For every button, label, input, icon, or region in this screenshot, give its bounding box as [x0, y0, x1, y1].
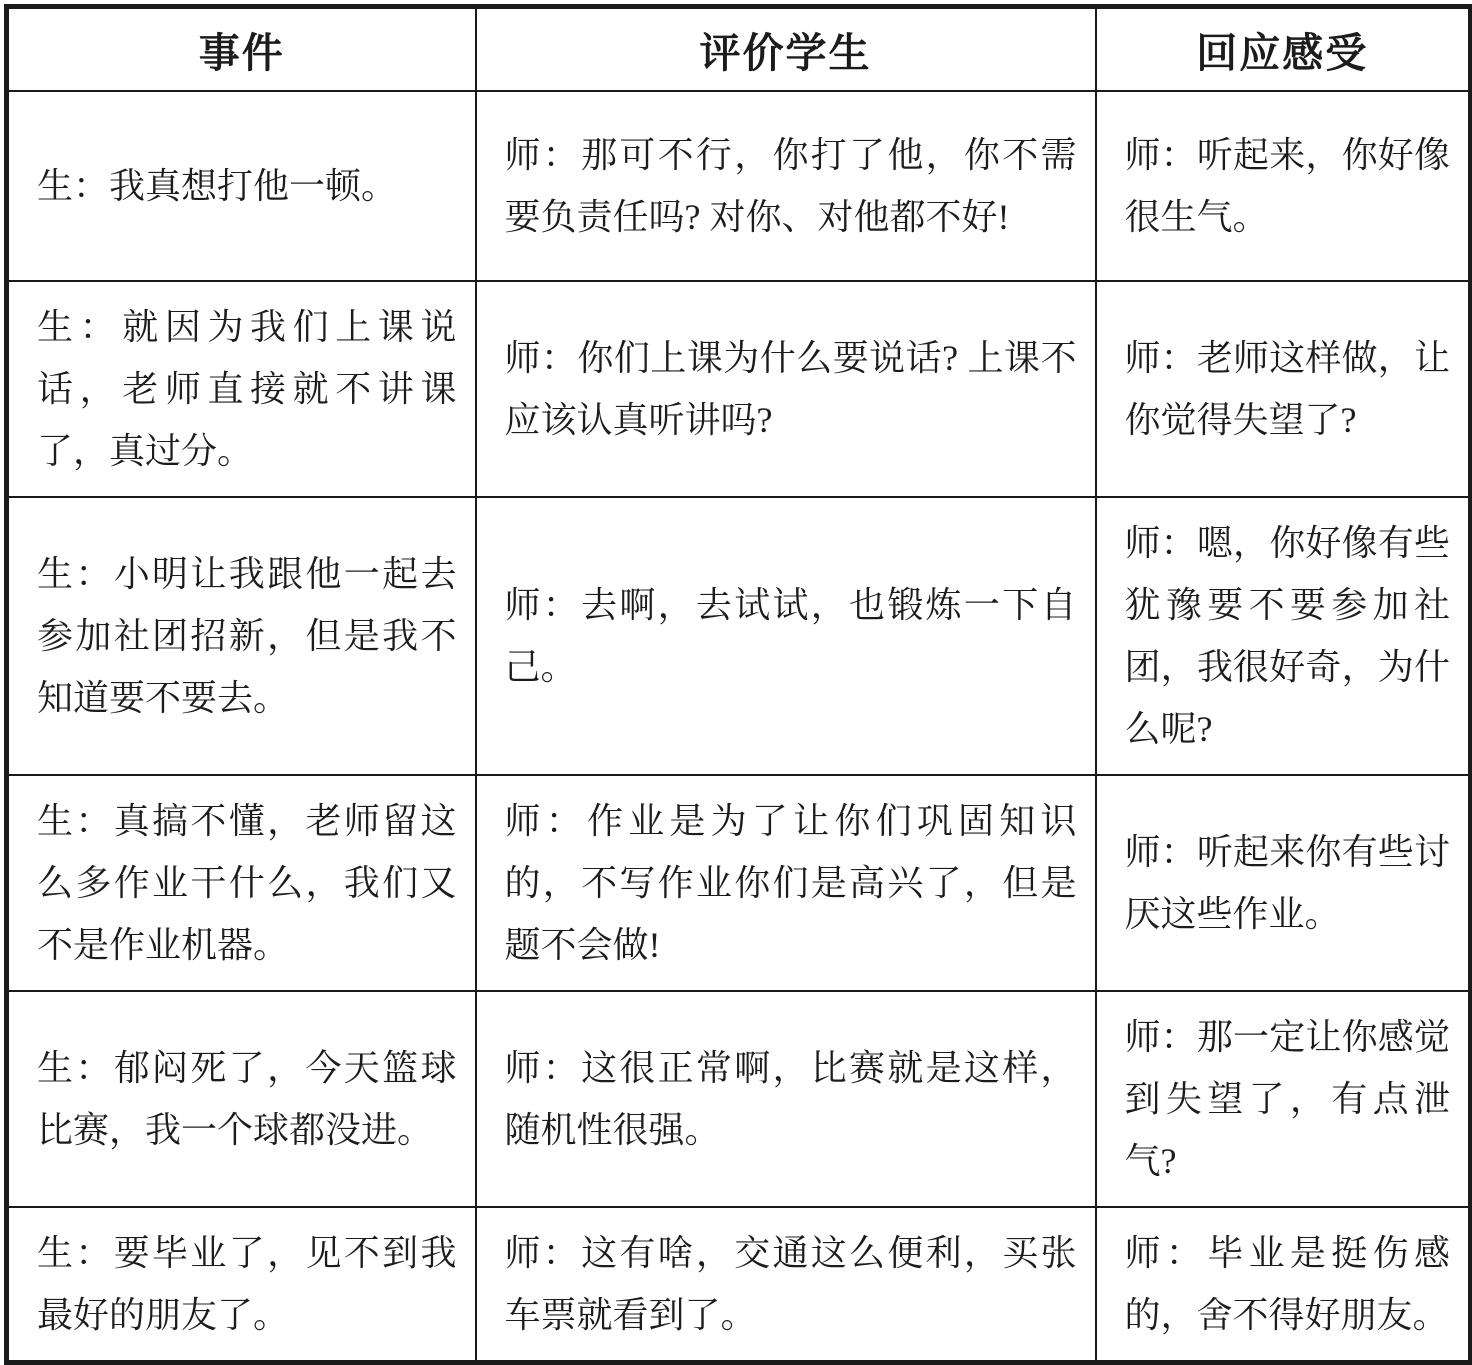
cell-row2-respond — [1096, 281, 1471, 497]
cell-row6-evaluate — [476, 1207, 1096, 1363]
table-row — [7, 91, 1471, 281]
column-header-event: 事件 — [7, 7, 476, 91]
cell-row3-evaluate — [476, 497, 1096, 775]
cell-text: 师：听起来你有些讨厌这些作业。 — [1124, 831, 1450, 934]
cell-text: 师：老师这样做，让你觉得失望了? — [1124, 337, 1450, 440]
cell-text: 师：嗯，你好像有些犹豫要不要参加社团，我很好奇，为什么呢? — [1124, 522, 1450, 749]
cell-row1-event — [7, 91, 476, 281]
cell-row4-event — [7, 775, 476, 991]
cell-row4-evaluate — [476, 775, 1096, 991]
cell-row6-respond — [1096, 1207, 1471, 1363]
cell-row3-respond — [1096, 497, 1471, 775]
cell-text: 生：就因为我们上课说话，老师直接就不讲课了，真过分。 — [37, 306, 457, 471]
cell-text: 师：这很正常啊，比赛就是这样，随机性很强。 — [504, 1047, 1077, 1150]
cell-text: 生：真搞不懂，老师留这么多作业干什么，我们又不是作业机器。 — [37, 800, 457, 965]
cell-text: 生：小明让我跟他一起去参加社团招新，但是我不知道要不要去。 — [37, 553, 457, 718]
cell-text: 生：郁闷死了，今天篮球比赛，我一个球都没进。 — [37, 1047, 457, 1150]
cell-row3-event — [7, 497, 476, 775]
cell-text: 师：那可不行，你打了他，你不需要负责任吗? 对你、对他都不好! — [504, 134, 1077, 237]
cell-row1-evaluate — [476, 91, 1096, 281]
cell-text: 生：我真想打他一顿。 — [37, 165, 398, 206]
cell-row5-event — [7, 991, 476, 1207]
column-header-evaluate: 评价学生 — [476, 7, 1096, 91]
cell-row2-evaluate — [476, 281, 1096, 497]
cell-text: 师：这有啥，交通这么便利，买张车票就看到了。 — [504, 1232, 1077, 1335]
column-header-respond: 回应感受 — [1096, 7, 1471, 91]
cell-text: 师：那一定让你感觉到失望了，有点泄气? — [1124, 1016, 1450, 1181]
cell-row2-event — [7, 281, 476, 497]
cell-text: 师：作业是为了让你们巩固知识的，不写作业你们是高兴了，但是题不会做! — [504, 800, 1077, 965]
dialogue-table — [4, 4, 1472, 1365]
cell-text: 生：要毕业了，见不到我最好的朋友了。 — [37, 1232, 457, 1335]
cell-text: 师：毕业是挺伤感的，舍不得好朋友。 — [1124, 1232, 1450, 1335]
cell-text: 师：你们上课为什么要说话? 上课不应该认真听讲吗? — [504, 337, 1077, 440]
cell-text: 师：听起来，你好像很生气。 — [1124, 134, 1450, 237]
cell-text: 师：去啊，去试试，也锻炼一下自己。 — [504, 584, 1077, 687]
header-row — [7, 7, 1471, 91]
table-row — [7, 1207, 1471, 1363]
cell-row6-event — [7, 1207, 476, 1363]
table-row — [7, 497, 1471, 775]
cell-row4-respond — [1096, 775, 1471, 991]
cell-row5-evaluate — [476, 991, 1096, 1207]
table-row — [7, 775, 1471, 991]
cell-row5-respond — [1096, 991, 1471, 1207]
table-row — [7, 281, 1471, 497]
table-row — [7, 991, 1471, 1207]
cell-row1-respond — [1096, 91, 1471, 281]
